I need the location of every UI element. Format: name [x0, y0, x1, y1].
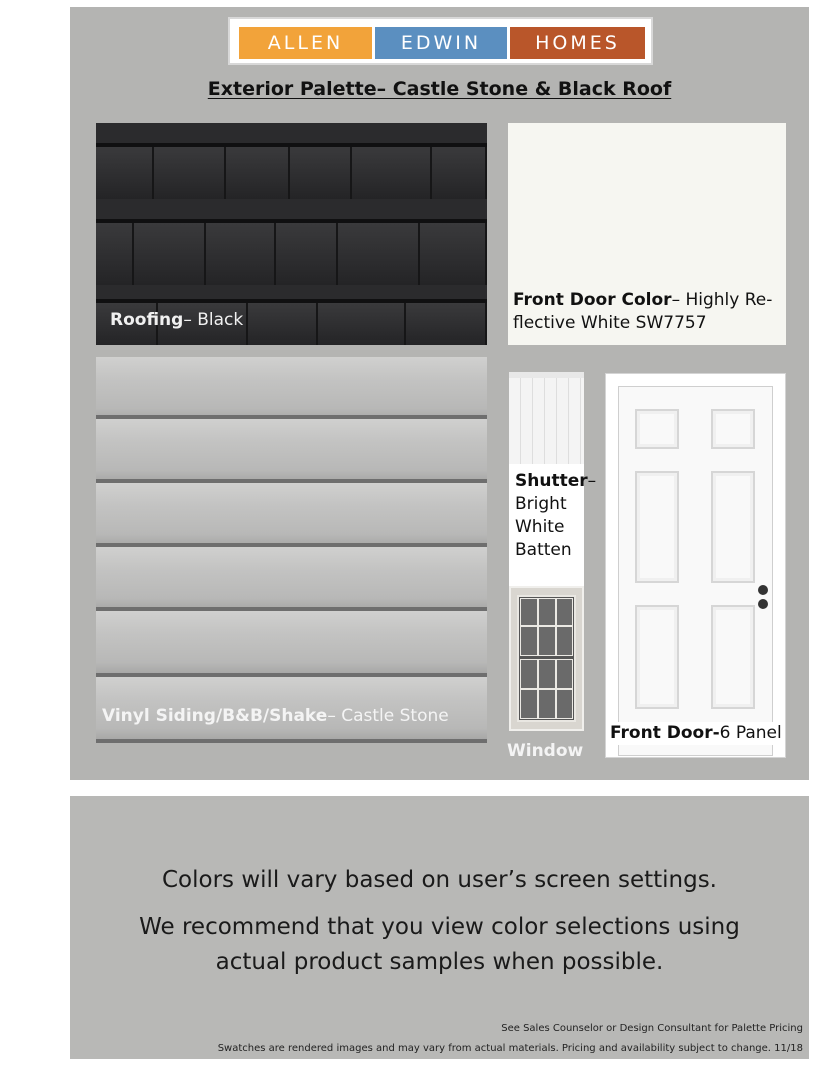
window-label: Window: [507, 741, 584, 761]
front-door-color-swatch: [508, 123, 786, 345]
roofing-label: Roofing– Black: [110, 310, 244, 330]
logo-segment-homes: HOMES: [510, 27, 645, 59]
shutter-label: Shutter– Bright White Batten: [515, 471, 597, 560]
front-door-swatch: [605, 373, 786, 758]
shutter-swatch: [509, 372, 597, 588]
vinyl-siding-label: Vinyl Siding/B&B/Shake– Castle Stone: [102, 706, 449, 726]
logo-segment-allen: ALLEN: [239, 27, 372, 59]
screen-settings-note: Colors will vary based on user’s screen settings.: [162, 867, 717, 893]
door-knob: [758, 585, 768, 595]
window-frame: [517, 595, 576, 722]
pricing-note: See Sales Counselor or Design Consultant for Palette Pricing: [501, 1023, 803, 1034]
front-door-label: Front Door-6 Panel: [610, 723, 782, 743]
recommendation-note: We recommend that you view color selections using: [139, 914, 740, 940]
door-lock: [758, 599, 768, 609]
front-door-color-label: Front Door Color– Highly Re- flective White SW7757: [513, 290, 773, 333]
page-title: Exterior Palette– Castle Stone & Black Roof: [207, 78, 672, 100]
logo-segment-edwin: EDWIN: [375, 27, 507, 59]
window-swatch: [509, 586, 584, 731]
disclaimer-note: Swatches are rendered images and may vary from actual materials. Pricing and availability subject to change. 11/18: [217, 1043, 803, 1054]
vinyl-siding-swatch: [96, 357, 487, 743]
roofing-swatch: [96, 123, 487, 345]
door-slab: [618, 386, 773, 756]
recommendation-note-continued: actual product samples when possible.: [215, 949, 664, 975]
company-logo: [228, 17, 653, 65]
